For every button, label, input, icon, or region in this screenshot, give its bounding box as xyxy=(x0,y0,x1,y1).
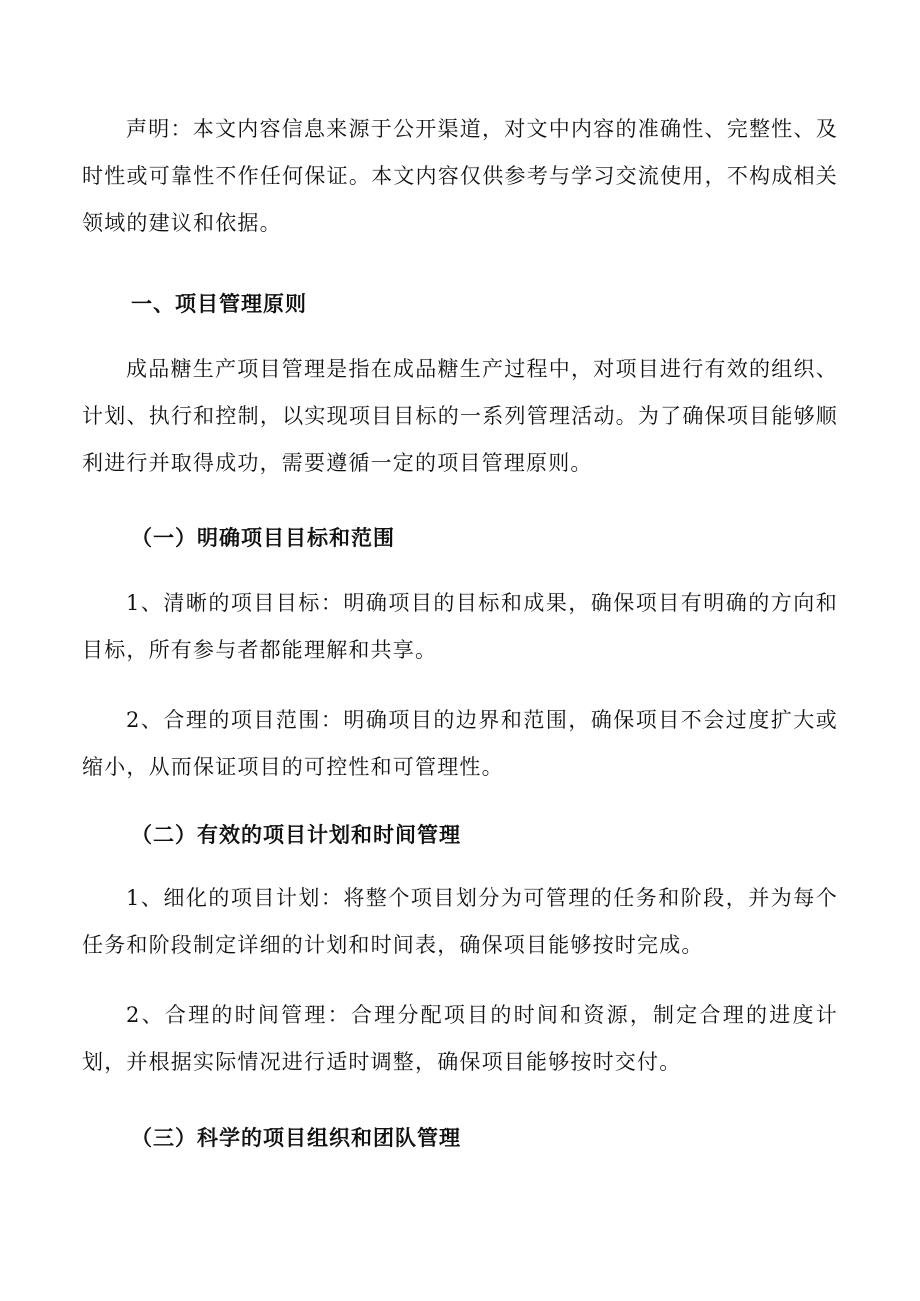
intro-paragraph: 成品糖生产项目管理是指在成品糖生产过程中，对项目进行有效的组织、计划、执行和控制，以实现项目目标的一系列管理活动。为了确保项目能够顺利进行并取得成功，需要遵循一定的项目管理原则。 xyxy=(82,357,838,475)
subheading-goals-scope: （一）明确项目目标和范围 xyxy=(131,525,395,550)
subheading-planning-time: （二）有效的项目计划和时间管理 xyxy=(131,822,461,847)
paragraph-clear-goals: 1、清晰的项目目标：明确项目的目标和成果，确保项目有明确的方向和目标，所有参与者都能理解和共享。 xyxy=(82,591,838,662)
paragraph-time-management: 2、合理的时间管理：合理分配项目的时间和资源，制定合理的进度计划，并根据实际情况进行适时调整，确保项目能够按时交付。 xyxy=(82,1003,838,1074)
paragraph-reasonable-scope: 2、合理的项目范围：明确项目的边界和范围，确保项目不会过度扩大或缩小，从而保证项目的可控性和可管理性。 xyxy=(82,708,838,779)
subheading-organization-team: （三）科学的项目组织和团队管理 xyxy=(131,1125,461,1150)
paragraph-detailed-plan: 1、细化的项目计划：将整个项目划分为可管理的任务和阶段，并为每个任务和阶段制定详细的计划和时间表，确保项目能够按时完成。 xyxy=(82,886,838,957)
disclaimer-paragraph: 声明：本文内容信息来源于公开渠道，对文中内容的准确性、完整性、及时性或可靠性不作任何保证。本文内容仅供参考与学习交流使用，不构成相关领域的建议和依据。 xyxy=(82,117,838,235)
section-heading-project-principles: 一、项目管理原则 xyxy=(131,292,307,316)
